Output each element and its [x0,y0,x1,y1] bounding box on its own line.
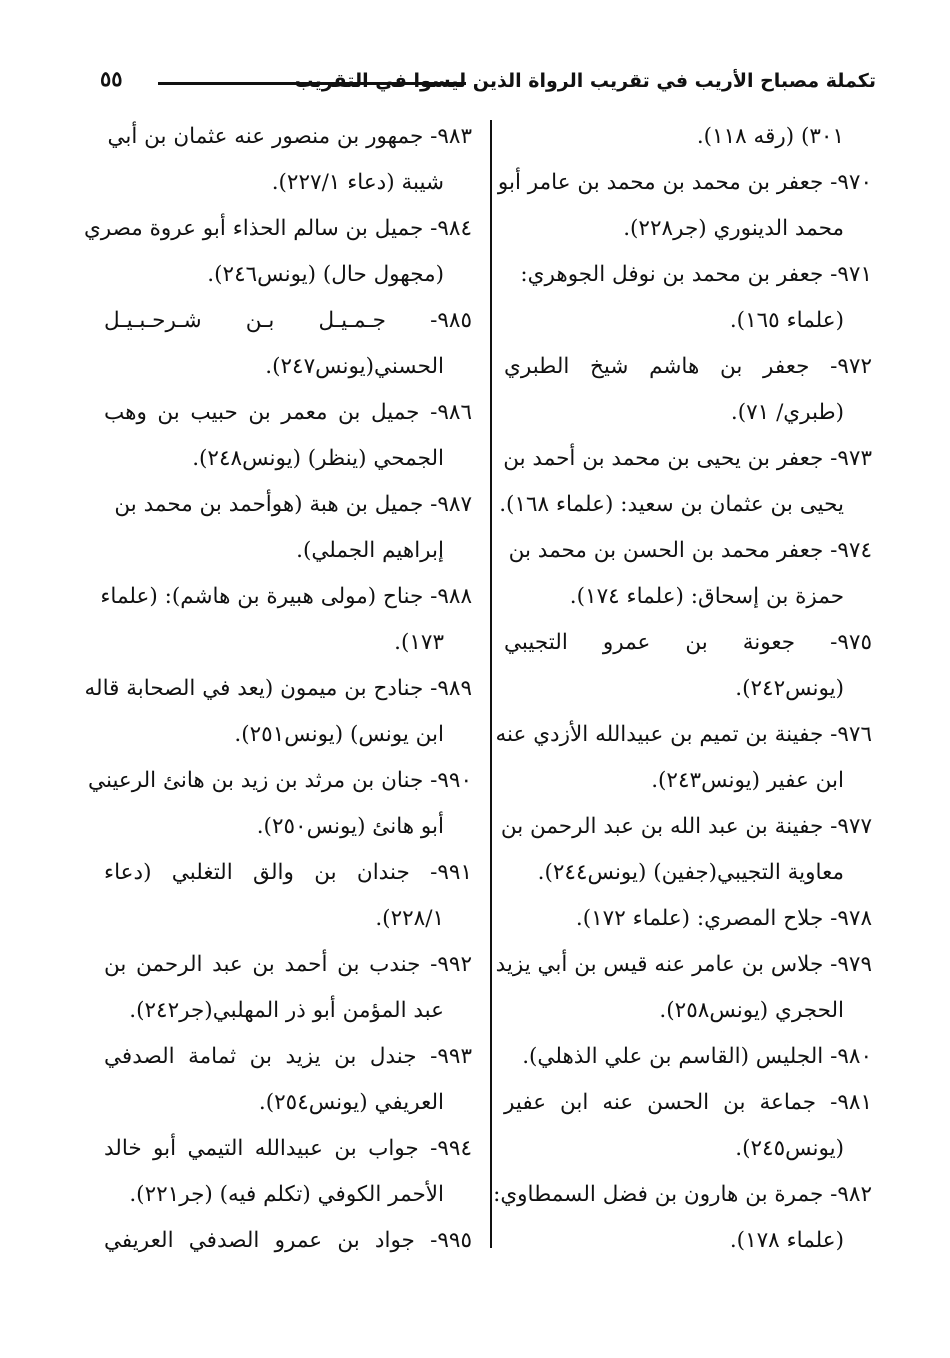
right-column [493,114,872,1264]
entry-line: ٩٧٨- جلاح المصري: (علماء ١٧٢). [575,906,872,931]
entry-line: ابن يونس) (يونس٢٥١). [234,722,444,747]
entry-line: ٩٩٤- جواب بن عبيدالله التيمي أبو خالد [104,1136,472,1161]
entry-line: ٩٩٢- جندب بن أحمد بن عبد الرحمن بن [104,952,472,977]
entry-line: ٩٨٨- جناح (مولى هبيرة بن هاشم): (علماء [100,584,472,609]
entry-line: (علماء ١٧٨). [729,1228,844,1253]
entry-line: ٩٨٤- جميل بن سالم الحذاء أبو عروة مصري [83,216,472,241]
entry-line: ٩٧٤- جعفر محمد بن الحسن بن محمد بن [508,538,872,563]
entry-line: ٩٧٥- جعونة بن عمرو التجيبي [504,630,872,655]
entry-line: ٩٩٣- جندل بن يزيد بن ثمامة الصدفي [104,1044,472,1069]
entry-line: ٩٨٩- جنادح بن ميمون (يعد في الصحابة قاله [84,676,472,701]
entry-line: ٩٧٧- جفينة بن عبد الله بن عبد الرحمن بن [500,814,872,839]
entry-line: ابن عفير (يونس٢٤٣). [651,768,844,793]
entry-line: ٩٧٣- جعفر بن يحيى بن محمد بن أحمد بن [503,446,872,471]
entry-line: (علماء ١٦٥). [729,308,844,333]
entry-line: محمد الدينوري (جر٢٢٨). [623,216,844,241]
entry-line: ١٧٣). [394,630,444,655]
entry-line: ٩٨٧- جميل بن هبة (هوأحمد بن محمد بن [114,492,472,517]
entry-line: ٩٧٢- جعفر بن هاشم شيخ الطبري [504,354,872,379]
page-number: ٥٥ [100,66,123,91]
book-title: تكملة مصباح الأريب في تقريب الرواة الذين ليسوا في التقريب [294,70,876,92]
entry-line: (مجهول حال) (يونس٢٤٦). [207,262,444,287]
entry-line: ٩٨٠- الجليس (القاسم بن علي الذهلي). [522,1044,872,1069]
column-divider [490,120,492,1248]
entry-line: العريفي (يونس٢٥٤). [258,1090,444,1115]
entry-line: أبو هانئ (يونس٢٥٠). [256,814,444,839]
entry-line: (طبري/ ٧١). [730,400,844,425]
entry-line: الجمحي (ينظر) (يونس٢٤٨). [192,446,444,471]
entry-line: ٢٢٨/١). [375,906,444,931]
entry-line: ٩٨٦- جميل بن معمر بن حبيب بن وهب [104,400,472,425]
entry-line: ٩٩٠- جنان بن مرثد بن زيد بن هانئ الرعيني [88,768,472,793]
entry-line: يحيى بن عثمان بن سعيد: (علماء ١٦٨). [499,492,844,517]
entry-line: معاوية التجيبي(جفين) (يونس٢٤٤). [537,860,844,885]
entry-line: ٩٧٠- جعفر بن محمد بن محمد بن عامر أبو [497,170,872,195]
entry-line: ٩٨٥- جـمـيـل بـن شـرحـبـيـل [104,308,472,333]
entry-line: الأحمر الكوفي (تكلم فيه) (جر٢٢١). [129,1182,444,1207]
entry-line: الحسني(يونس٢٤٧). [265,354,444,379]
header-rule [158,82,466,85]
entry-line: حمزة بن إسحاق: (علماء ١٧٤). [569,584,844,609]
entry-line: ٩٩١- جندان بن والق التغلبي (دعاء [104,860,472,885]
left-column [83,114,472,1264]
running-header [100,64,876,104]
entry-line: (يونس٢٤٢). [735,676,844,701]
entry-line: ٩٨٣- جمهور بن منصور عنه عثمان بن أبي [107,124,472,149]
entry-line: ٩٨١- جماعة بن الحسن عنه ابن عفير [504,1090,872,1115]
entry-line: ٩٧٦- جفينة بن تميم بن عبيدالله الأزدي عنه [495,722,872,747]
entry-line: إبراهيم الجملي). [296,538,444,563]
entry-line: عبد المؤمن أبو ذر المهلبي(جر٢٤٢). [129,998,444,1023]
entry-line: ٣٠١) (رقه ١١٨). [696,124,844,149]
entry-line: ٩٩٥- جواد بن عمرو الصدفي العريفي [104,1228,472,1253]
entry-line: ٩٨٢- جمرة بن هارون بن فضل السمطاوي: [493,1182,872,1207]
entry-line: شيبة (دعاء ٢٢٧/١). [271,170,444,195]
entry-line: ٩٧٩- جلاس بن عامر عنه قيس بن أبي يزيد [495,952,872,977]
entry-line: الحجري (يونس٢٥٨). [659,998,844,1023]
entry-line: ٩٧١- جعفر بن محمد بن نوفل الجوهري: [520,262,872,287]
entry-line: (يونس٢٤٥). [735,1136,844,1161]
